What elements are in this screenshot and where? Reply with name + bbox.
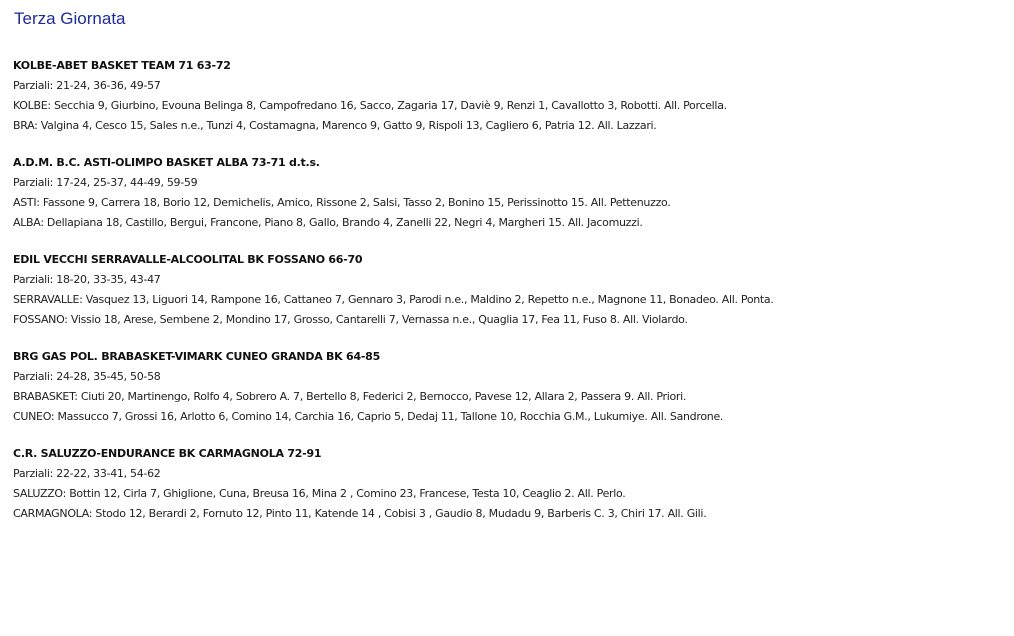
match-home-roster: KOLBE: Secchia 9, Giurbino, Evouna Belinga 8, Campofredano 16, Sacco, Zagaria 17, Daviè 9, Renzi 1, Cavallotto 3, Robotti. All. Porcella. [13, 99, 727, 112]
match-home-roster: SALUZZO: Bottin 12, Cirla 7, Ghiglione, Cuna, Breusa 16, Mina 2 , Comino 23, Francese, Testa 10, Ceaglio 2. All. Perlo. [13, 487, 626, 500]
match-away-roster: CUNEO: Massucco 7, Grossi 16, Arlotto 6, Comino 14, Carchia 16, Caprio 5, Dedaj 11, Tallone 10, Rocchia G.M., Lukumiye. All. Sandrone. [13, 410, 724, 423]
match-partials: Parziali: 18-20, 33-35, 43-47 [13, 273, 161, 286]
match-block [13, 252, 1003, 327]
match-title: EDIL VECCHI SERRAVALLE-ALCOOLITAL BK FOSSANO 66-70 [13, 253, 363, 266]
match-title: BRG GAS POL. BRABASKET-VIMARK CUNEO GRANDA BK 64-85 [13, 350, 380, 363]
match-away-roster: CARMAGNOLA: Stodo 12, Berardi 2, Fornuto 12, Pinto 11, Katende 14 , Cobisi 3 , Gaudio 8, Mudadu 9, Barberis C. 3, Chiri 17. All. Gili. [13, 507, 707, 520]
match-home-roster: ASTI: Fassone 9, Carrera 18, Borio 12, Demichelis, Amico, Rissone 2, Salsi, Tasso 2, Bonino 15, Perissinotto 15. All. Pettenuzzo. [13, 196, 671, 209]
match-away-roster: BRA: Valgina 4, Cesco 15, Sales n.e., Tunzi 4, Costamagna, Marenco 9, Gatto 9, Rispoli 13, Cagliero 6, Patria 12. All. Lazzari. [13, 119, 657, 132]
match-partials: Parziali: 24-28, 35-45, 50-58 [13, 370, 161, 383]
match-title: KOLBE-ABET BASKET TEAM 71 63-72 [13, 59, 231, 72]
match-away-roster: FOSSANO: Vissio 18, Arese, Sembene 2, Mondino 17, Grosso, Cantarelli 7, Vernassa n.e., Quaglia 17, Fea 11, Fuso 8. All. Violardo. [13, 313, 688, 326]
match-away-roster: ALBA: Dellapiana 18, Castillo, Bergui, Francone, Piano 8, Gallo, Brando 4, Zanelli 22, Negri 4, Margheri 15. All. Jacomuzzi. [13, 216, 643, 229]
match-title: C.R. SALUZZO-ENDURANCE BK CARMAGNOLA 72-91 [13, 447, 322, 460]
match-block [13, 446, 1003, 521]
match-partials: Parziali: 22-22, 33-41, 54-62 [13, 467, 161, 480]
page-title: Terza Giornata [14, 9, 126, 28]
match-partials: Parziali: 21-24, 36-36, 49-57 [13, 79, 161, 92]
page-content [13, 8, 1003, 543]
match-block [13, 349, 1003, 424]
match-block [13, 58, 1003, 133]
match-home-roster: BRABASKET: Ciuti 20, Martinengo, Rolfo 4, Sobrero A. 7, Bertello 8, Federici 2, Bernocco, Pavese 12, Allara 2, Passera 9. All. Priori. [13, 390, 687, 403]
match-home-roster: SERRAVALLE: Vasquez 13, Liguori 14, Rampone 16, Cattaneo 7, Gennaro 3, Parodi n.e., Maldino 2, Repetto n.e., Magnone 11, Bonadeo. All. Ponta. [13, 293, 774, 306]
match-block [13, 155, 1003, 230]
match-partials: Parziali: 17-24, 25-37, 44-49, 59-59 [13, 176, 198, 189]
match-title: A.D.M. B.C. ASTI-OLIMPO BASKET ALBA 73-71 d.t.s. [13, 156, 320, 169]
